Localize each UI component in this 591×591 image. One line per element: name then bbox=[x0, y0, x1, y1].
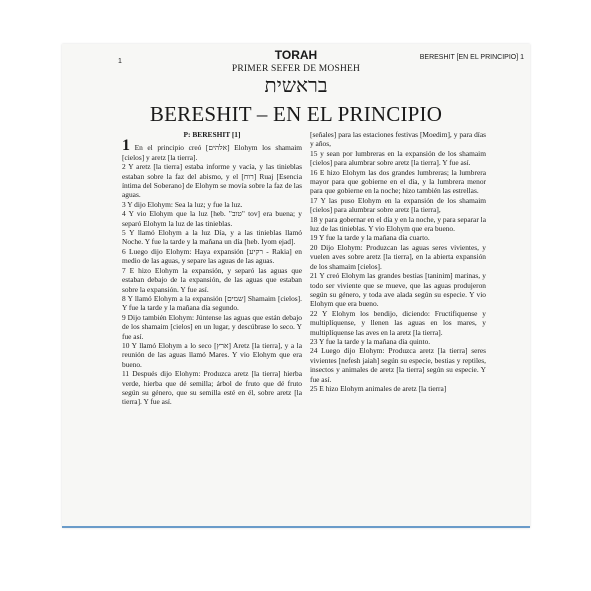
verse-1-text: En el principio creó [אלהים] Elohym los shamaim [cielos] y aretz [la tierra]. bbox=[122, 143, 302, 162]
verse: 8 Y llamó Elohym a la expansión [שמים] Shamaim [cielos]. Y fue la tarde y la mañana día segundo. bbox=[122, 293, 302, 313]
verse: 16 E hizo Elohym las dos grandes lumbreras; la lumbrera mayor para que gobierne en el día, y la lumbrera menor para que gobierne en la noche; hizo también las estrellas. bbox=[310, 167, 486, 196]
verse: 17 Y las puso Elohym en la expansión de los shamaim [cielos] para alumbrar sobre aretz [la tierra], bbox=[310, 195, 486, 215]
verse: 22 Y Elohym los bendijo, diciendo: Fructifiquense y multiplíquense, y llenen las aguas en los mares, y multiplíquense las aves en la aretz [la tierra]. bbox=[310, 308, 486, 337]
page-number: 1 bbox=[118, 58, 122, 65]
running-head: BERESHIT [EN EL PRINCIPIO] 1 bbox=[419, 54, 524, 61]
hebrew-title: בראשית bbox=[264, 75, 328, 97]
verse: 9 Dijo también Elohym: Júntense las aguas que están debajo de los shamaim [cielos] en un lugar, y descúbrase lo seco. Y fue así. bbox=[122, 312, 302, 341]
verse: 2 Y aretz [la tierra] estaba informe y vacía, y las tinieblas estaban sobre la faz del abismo, y el [רוח] Ruaj [Esencia íntima del Soberano] de Elohym se movía sobre la faz de las aguas. bbox=[122, 162, 302, 200]
verse: 18 y para gobernar en el día y en la noche, y para separar la luz de las tinieblas. Y vio Elohym que era bueno. bbox=[310, 214, 486, 234]
verse: 25 E hizo Elohym animales de aretz [la tierra] bbox=[310, 383, 447, 393]
verse: 24 Luego dijo Elohym: Produzca aretz [la tierra] seres vivientes [nefesh jaiah] según su especie, bestias y reptiles, insectos y animales de aretz [la tierra] según su especie. Y fue así. bbox=[310, 346, 486, 384]
main-title: BERESHIT – EN EL PRINCIPIO bbox=[149, 102, 443, 126]
verse: 19 Y fue la tarde y la mañana día cuarto. bbox=[310, 233, 430, 243]
verse: 6 Luego dijo Elohym: Haya expansión [רקיע - Rakia] en medio de las aguas, y separe las aguas de las aguas. bbox=[122, 246, 302, 266]
verse: 5 Y llamó Elohym a la luz Día, y a las tinieblas llamó Noche. Y fue la tarde y la mañana un día [heb. Iyom ejad]. bbox=[122, 228, 302, 247]
book-subtitle: PRIMER SEFER DE MOSHEH bbox=[231, 64, 361, 74]
verse-1 bbox=[122, 137, 302, 162]
dropcap: 1 bbox=[122, 137, 130, 155]
verse: 23 Y fue la tarde y la mañana día quinto. bbox=[310, 336, 431, 346]
verse: 20 Dijo Elohym: Produzcan las aguas seres vivientes, y vuelen aves sobre aretz [la tierra], en la abierta expansión de los shamaim [cielos]. bbox=[310, 242, 486, 271]
verse: 4 Y vio Elohym que la luz [heb. "טוב" tov] era buena; y separó Elohym la luz de las tinieblas. bbox=[122, 209, 302, 228]
collection-title: TORAH bbox=[274, 48, 318, 62]
verse: 3 Y dijo Elohym: Sea la luz; y fue la luz. bbox=[122, 199, 243, 209]
verse: 11 Después dijo Elohym: Produzca aretz [la tierra] hierba verde, hierba que dé semilla; árbol de fruto que dé fruto según su género, que su semilla esté en él, sobre aretz [la tierra]. Y fue así. bbox=[122, 369, 302, 407]
verse: 21 Y creó Elohym las grandes bestias [taninim] marinas, y todo ser viviente que se mueve, que las aguas produjeron según su género, y toda ave alada según su especie. Y vio Elohym que era bueno. bbox=[310, 271, 486, 309]
left-column bbox=[122, 130, 302, 407]
section-heading: P: BERESHIT [1] bbox=[183, 130, 241, 139]
verse: 15 y sean por lumbreras en la expansión de los shamaim [cielos] para alumbrar sobre aretz [la tierra]. Y fue así. bbox=[310, 148, 486, 168]
verse: [señales] para las estaciones festivas [Moedim], y para días y años, bbox=[310, 130, 486, 149]
right-column bbox=[310, 130, 486, 393]
verse: 10 Y llamó Elohym a lo seco [ארץ] Aretz [la tierra], y a la reunión de las aguas llamó Mares. Y vio Elohym que era bueno. bbox=[122, 340, 302, 369]
document-page bbox=[62, 44, 530, 528]
verse: 7 E hizo Elohym la expansión, y separó las aguas que estaban debajo de la expansión, de las aguas que estaban sobre la expansión. Y fue así. bbox=[122, 265, 302, 294]
bottom-rule bbox=[62, 526, 530, 528]
